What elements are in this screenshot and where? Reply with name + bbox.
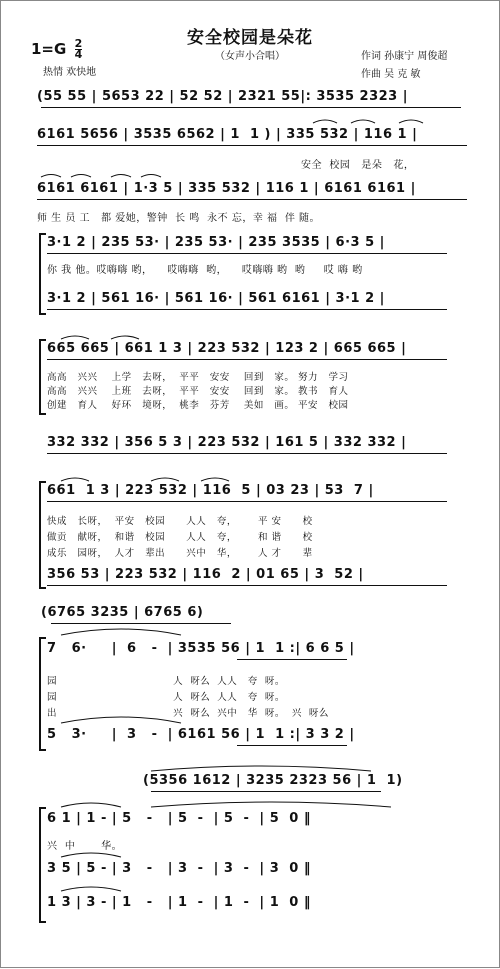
slur [61, 887, 121, 891]
time-sig-bottom: 4 [74, 48, 83, 61]
slur [141, 175, 161, 178]
time-sig-top: 2 [74, 37, 83, 50]
notation-row-13: (5356 1612 | 3235 2323 56 | 1 1) [143, 773, 403, 788]
slur [399, 120, 423, 123]
notation-row-16: 1 3 | 3 - | 1 - | 1 - | 1 - | 1 0 ‖ [47, 895, 311, 910]
lyrics-row-4: 你 我 他。哎嗨嗨 哟， 哎嗨嗨 哟， 哎嗨嗨 哟 哟 哎 嗨 哟 [47, 265, 363, 276]
lyrics-row-14: 兴 中 华。 [47, 841, 123, 852]
slur [61, 717, 181, 723]
slur [351, 120, 375, 123]
notation-row-10: (6765 3235 | 6765 6) [41, 605, 204, 620]
lyrics-row-11-verse-1: 园 人 呀么 人人 夸 呀。 [47, 676, 285, 687]
slur [61, 478, 89, 481]
notation-row-14: 6 1 | 1 - | 5 - | 5 - | 5 - | 5 0 ‖ [47, 811, 311, 826]
notation-row-4: 3·1 2 | 235 53· | 235 53· | 235 3535 | 6·3 5 | [47, 235, 385, 250]
notation-row-2: 6161 5656 | 3535 6562 | 1 1 ) | 335 532 | 116 1 | [37, 127, 418, 142]
slur [61, 853, 121, 857]
slur [201, 478, 229, 481]
slur [313, 120, 337, 123]
slur [61, 629, 181, 635]
tempo-marking: 热情 欢快地 [43, 67, 97, 78]
notation-row-1: (55 55 | 5653 22 | 52 52 | 2321 55|: 3535 2323 | [37, 89, 408, 104]
lyrics-row-2: 安全 校园 是朵 花， [301, 160, 415, 171]
slur [151, 478, 179, 481]
lyrics-row-11-verse-3: 出 兴 呀么 兴中 华 呀。 兴 呀么 [47, 708, 329, 719]
notation-row-3: 6161 6161 | 1·3 5 | 335 532 | 116 1 | 6161 6161 | [37, 181, 416, 196]
slur [61, 803, 121, 807]
lyrics-row-6-verse-3: 创建 育人 好环 境呀， 桃李 芬芳 美如 画。 平安 校园 [47, 400, 349, 411]
key-text: 1=G [31, 40, 67, 58]
lyrics-row-8-verse-2: 做贡 献呀， 和谐 校园 人人 夸， 和 谐 校 [47, 532, 313, 543]
notation-row-6: 665 665 | 661 1 3 | 223 532 | 123 2 | 665 665 | [47, 341, 407, 356]
notation-row-11: 7 6· | 6 - | 3535 56 | 1 1 :| 6 6 5 | [47, 641, 355, 656]
lyrics-row-3: 师 生 员 工 都 爱她，警钟 长 鸣 永不 忘，幸 福 伴 随。 [37, 213, 321, 224]
slur [71, 175, 91, 178]
slur [151, 802, 391, 807]
slur [41, 175, 61, 178]
song-title: 安全校园是朵花 [187, 28, 313, 48]
composer-credit: 作曲 吴 克 敏 [361, 69, 421, 80]
lyricist-credit: 作词 孙康宁 周俊超 [361, 51, 448, 62]
notation-row-15: 3 5 | 5 - | 3 - | 3 - | 3 - | 3 0 ‖ [47, 861, 311, 876]
notation-row-5: 3·1 2 | 561 16· | 561 16· | 561 6161 | 3·1 2 | [47, 291, 385, 306]
notation-row-8: 661 1 3 | 223 532 | 116 5 | 03 23 | 53 7 | [47, 483, 374, 498]
song-subtitle: （女声小合唱） [215, 51, 285, 62]
notation-row-7: 332 332 | 356 5 3 | 223 532 | 161 5 | 332 332 | [47, 435, 407, 450]
lyrics-row-6-verse-2: 高高 兴兴 上班 去呀， 平平 安安 回到 家。 教书 育人 [47, 386, 349, 397]
slur [151, 766, 371, 771]
notation-row-12: 5 3· | 3 - | 6161 56 | 1 1 :| 3 3 2 | [47, 727, 355, 742]
lyrics-row-8-verse-3: 成乐 园呀， 人才 辈出 兴中 华， 人 才 辈 [47, 548, 313, 559]
slur [111, 336, 139, 339]
slur-arcs [1, 1, 500, 969]
lyrics-row-6-verse-1: 高高 兴兴 上学 去呀， 平平 安安 回到 家。 努力 学习 [47, 372, 349, 383]
slur [111, 175, 131, 178]
slur [61, 336, 89, 339]
lyrics-row-8-verse-1: 快成 长呀， 平安 校园 人人 夸， 平 安 校 [47, 516, 313, 527]
lyrics-row-11-verse-2: 园 人 呀么 人人 夸 呀。 [47, 692, 285, 703]
notation-row-9: 356 53 | 223 532 | 116 2 | 01 65 | 3 52 | [47, 567, 364, 582]
